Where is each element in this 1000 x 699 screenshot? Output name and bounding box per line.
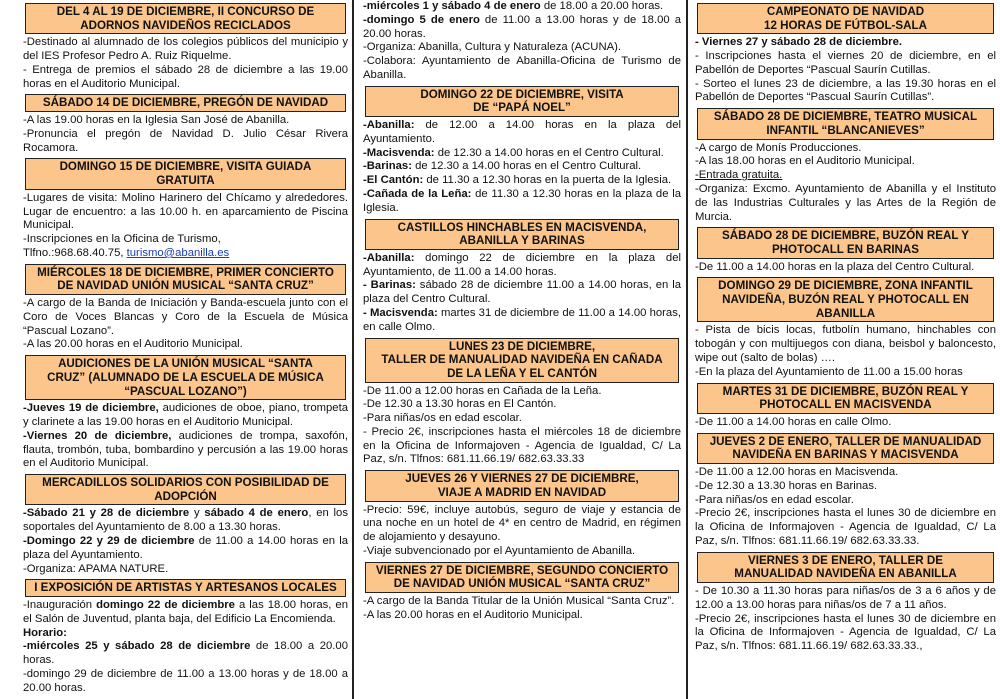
paragraph xyxy=(23,640,348,668)
heading-line: PHOTOCALL EN MACISVENDA xyxy=(759,398,932,412)
place-label: -Macisvenda: xyxy=(363,146,435,159)
section-heading xyxy=(25,158,346,189)
paragraph: - Pista de bicis locas, futbolín humano, hinchables con tobogán y con multijuegos con diana, beisbol y baloncesto, wipe out (salto de bolas) …. xyxy=(695,324,996,364)
paragraph: -Destinado al alumnado de los colegios públicos del municipio y del IES Profesor Pedro A. Ruiz Riquelme. xyxy=(23,36,348,63)
paragraph: -De 11.00 a 12.00 horas en Macisvenda. xyxy=(695,466,899,479)
heading-line: VIERNES 27 DE DICIEMBRE, SEGUNDO CONCIERTO xyxy=(375,563,669,577)
text: de 18.00 a 20.00 horas. xyxy=(23,640,348,667)
heading-line: ABANILLA Y BARINAS xyxy=(459,234,585,248)
paragraph xyxy=(23,247,348,261)
paragraph: -Precio: 59€, incluye autobús, seguro de viaje y estancia de una noche en un hotel de 4* en centro de Madrid, en régimen de alojamiento y desayuno. xyxy=(363,503,681,544)
paragraph: -A las 20.00 horas en el Auditorio Municipal. xyxy=(363,608,583,621)
text: de 12.00 a 14.00 horas en la plaza del Ayuntamiento. xyxy=(363,119,681,145)
text: de 12.30 a 14.00 horas en el Centro Cultural. xyxy=(411,160,642,173)
email-link[interactable]: turismo@abanilla.es xyxy=(126,246,230,259)
paragraph: -domingo 29 de diciembre de 11.00 a 13.00 horas y de 18.00 a 20.00 horas. xyxy=(23,667,348,694)
text: a las 18.00 horas, en el Salón de Juventud, planta baja, del Edificio La Encomienda. xyxy=(23,599,348,625)
heading-line: ABANILLA xyxy=(815,306,876,320)
paragraph xyxy=(363,119,681,147)
heading-line: PHOTOCALL EN BARINAS xyxy=(771,242,920,256)
column-2 xyxy=(363,0,681,699)
section-heading xyxy=(365,338,679,383)
paragraph: - Sorteo el lunes 23 de diciembre, a las 19.30 horas en el Pabellón de Deportes “Pascual Saurín Cutillas”. xyxy=(695,77,996,104)
paragraph: -Para niñas/os en edad escolar. xyxy=(695,493,854,506)
heading-line: DOMINGO 15 DE DICIEMBRE, VISITA GUIADA xyxy=(59,160,312,174)
section-heading xyxy=(25,3,346,34)
column-1 xyxy=(23,0,348,699)
column-divider-2 xyxy=(686,0,688,699)
heading-line: SÁBADO 14 DE DICIEMBRE, PREGÓN DE NAVIDAD xyxy=(42,96,329,110)
paragraph: -A cargo de la Banda Titular de la Unión Musical “Santa Cruz”. xyxy=(363,595,675,608)
paragraph: -Precio 2€, inscripciones hasta el lunes 30 de diciembre en la Oficina de Informajoven - Agencia de Igualdad, C/ La Paz, s/n. Tlfnos: 681.11.66.19/ 682.63.33.33. xyxy=(695,507,996,547)
section-heading xyxy=(365,562,679,593)
paragraph: -A las 19.00 horas en la Iglesia San José de Abanilla. xyxy=(23,114,290,127)
paragraph xyxy=(363,147,681,161)
paragraph: - De 10.30 a 11.30 horas para niñas/os de 3 a 6 años y de 12.00 a 13.00 horas para niñas/os de 7 a 11 años. xyxy=(695,585,996,611)
section-heading xyxy=(365,86,679,117)
paragraph: -Pronuncia el pregón de Navidad D. Julio César Rivera Rocamora. xyxy=(23,127,348,154)
paragraph xyxy=(363,174,681,188)
text: martes 31 de diciembre de 11.00 a 14.00 horas, en calle Olmo. xyxy=(363,306,681,333)
heading-line: I EXPOSICIÓN DE ARTISTAS Y ARTESANOS LOCALES xyxy=(34,581,337,595)
heading-line: ADOPCIÓN xyxy=(154,489,217,503)
section-heading xyxy=(25,355,346,400)
section-heading xyxy=(697,383,994,414)
text: , en los soportales del Ayuntamiento de 8.00 a 13.30 horas. xyxy=(23,507,348,534)
bold-date: - Viernes 27 y sábado 28 de diciembre. xyxy=(695,36,903,49)
heading-line: CAMPEONATO DE NAVIDAD xyxy=(766,5,925,18)
place-label: - Macisvenda: xyxy=(363,306,438,319)
paragraph xyxy=(23,507,348,535)
heading-line: GRATUITA xyxy=(156,174,215,188)
paragraph: -De 11.00 a 12.00 horas en Cañada de la Leña. xyxy=(363,384,602,397)
text: de 11.30 a 12.30 horas en la plaza de la Iglesia. xyxy=(363,187,681,214)
paragraph xyxy=(23,430,348,471)
paragraph xyxy=(363,252,681,280)
paragraph xyxy=(23,402,348,430)
paragraph xyxy=(695,36,996,50)
column-3 xyxy=(695,0,996,699)
heading-line: CASTILLOS HINCHABLES EN MACISVENDA, xyxy=(397,220,647,234)
place-label: -El Cantón: xyxy=(363,174,424,187)
heading-line: JUEVES 26 Y VIERNES 27 DE DICIEMBRE, xyxy=(405,472,639,486)
heading-line: 12 HORAS DE FÚTBOL-SALA xyxy=(764,18,927,32)
bold-date: -domingo 5 de enero xyxy=(363,13,480,26)
paragraph: -Organiza: Excmo. Ayuntamiento de Abanilla y el Instituto de las Industrias Culturales y las Artes de la Región de Murcia. xyxy=(695,182,996,223)
heading-line: CRUZ” (ALUMNADO DE LA ESCUELA DE MÚSICA xyxy=(47,370,324,384)
paragraph: -Organiza: Abanilla, Cultura y Naturaleza (ACUNA). xyxy=(363,41,622,54)
heading-line: LUNES 23 DE DICIEMBRE, xyxy=(448,339,596,353)
paragraph: -De 11.00 a 14.00 horas en la plaza del Centro Cultural. xyxy=(695,260,975,273)
paragraph: -De 11.00 a 14.00 horas en calle Olmo. xyxy=(695,415,892,428)
heading-line: MANUALIDAD NAVIDEÑA EN ABANILLA xyxy=(734,567,957,581)
section-heading xyxy=(365,470,679,501)
bold-date: -Domingo 22 y 29 de diciembre xyxy=(23,535,195,548)
heading-line: NAVIDEÑA, BUZÓN REAL Y PHOTOCALL EN xyxy=(722,293,969,307)
paragraph: -Colabora: Ayuntamiento de Abanilla-Oficina de Turismo de Abanilla. xyxy=(363,55,681,81)
paragraph xyxy=(23,627,348,641)
bold-date: domingo 22 de diciembre xyxy=(96,599,235,612)
paragraph: -A las 18.00 horas en el Auditorio Municipal. xyxy=(695,155,915,168)
section-heading xyxy=(365,219,679,250)
paragraph: -Viaje subvencionado por el Ayuntamiento de Abanilla. xyxy=(363,544,636,557)
paragraph: -Precio 2€, inscripciones hasta el lunes 30 de diciembre en la Oficina de Informajoven - Agencia de Igualdad, C/ La Paz, s/n. Tlfnos: 681.11.66.19/ 682.63.33.33., xyxy=(695,612,996,653)
heading-line: DE NAVIDAD UNIÓN MUSICAL “SANTA CRUZ” xyxy=(57,279,314,293)
text: de 11.00 a 14.00 horas en la plaza del Ayuntamiento. xyxy=(23,535,348,561)
paragraph: -A las 20.00 horas en el Auditorio Municipal. xyxy=(23,338,243,351)
section-heading xyxy=(697,277,994,322)
section-heading xyxy=(697,3,994,34)
paragraph: - Entrega de premios el sábado 28 de diciembre a las 19.00 horas en el Auditorio Municipal. xyxy=(23,63,348,90)
paragraph xyxy=(363,160,681,174)
paragraph xyxy=(23,535,348,563)
text: -Inauguración xyxy=(23,599,97,612)
heading-line: MERCADILLOS SOLIDARIOS CON POSIBILIDAD DE xyxy=(42,476,329,490)
paragraph: -De 12.30 a 13.30 horas en Barinas. xyxy=(695,479,878,492)
text: de 18.00 a 20.00 horas. xyxy=(540,0,664,12)
section-heading xyxy=(25,474,346,505)
paragraph xyxy=(363,0,681,14)
phone-text: Tlfno.:968.68.40.75, xyxy=(23,246,127,259)
heading-line: DE LA LEÑA Y EL CANTÓN xyxy=(447,366,597,380)
place-label: -Abanilla: xyxy=(363,119,415,132)
heading-line: MARTES 31 DE DICIEMBRE, BUZÓN REAL Y xyxy=(722,384,969,398)
paragraph: - Inscripciones hasta el viernes 20 de diciembre, en el Pabellón de Deportes “Pascual Saurín Cutillas. xyxy=(695,50,996,76)
bold-date: -Jueves 19 de diciembre, xyxy=(23,402,159,415)
heading-line: INFANTIL “BLANCANIEVES” xyxy=(766,123,925,137)
section-heading xyxy=(697,227,994,258)
bold-date: -miércoles 25 y sábado 28 de diciembre xyxy=(23,640,251,653)
column-divider-1 xyxy=(352,0,354,699)
section-heading xyxy=(25,94,346,112)
place-label: -Barinas: xyxy=(363,160,412,173)
paragraph: -Entrada gratuita. xyxy=(695,169,783,182)
bold-date: -miércoles 1 y sábado 4 de enero xyxy=(363,0,541,12)
text: domingo 22 de diciembre en la plaza del Ayuntamiento, de 11.00 a 14.00 horas. xyxy=(363,251,681,278)
heading-line: MIÉRCOLES 18 DE DICIEMBRE, PRIMER CONCIERTO xyxy=(37,265,334,279)
text: y xyxy=(189,507,205,520)
heading-line: NAVIDEÑA EN BARINAS Y MACISVENDA xyxy=(732,448,959,462)
heading-line: JUEVES 2 DE ENERO, TALLER DE MANUALIDAD xyxy=(709,434,982,448)
paragraph xyxy=(363,14,681,42)
text: audiciones de trompa, saxofón, flauta, trombón, tuba, bombardino y percusión a las 19.00 horas en el Auditorio Municipal. xyxy=(23,429,348,470)
heading-line: SÁBADO 28 DE DICIEMBRE, TEATRO MUSICAL xyxy=(713,110,978,124)
paragraph: -A cargo de Monís Producciones. xyxy=(695,141,862,154)
section-heading xyxy=(697,108,994,139)
section-heading xyxy=(25,579,346,597)
text: sábado 28 de diciembre 11.00 a 14.00 horas, en la plaza del Centro Cultural. xyxy=(363,279,681,306)
text: de 11.30 a 12.30 horas en la puerta de la Iglesia. xyxy=(423,174,672,187)
heading-line: VIAJE A MADRID EN NAVIDAD xyxy=(437,485,607,499)
heading-line: DOMINGO 22 DE DICIEMBRE, VISITA xyxy=(420,87,624,101)
paragraph xyxy=(363,188,681,216)
heading-line: SÁBADO 28 DE DICIEMBRE, BUZÓN REAL Y xyxy=(722,229,969,243)
place-label: -Abanilla: xyxy=(363,251,415,264)
paragraph: -Lugares de visita: Molino Harinero del Chícamo y alrededores. Lugar de encuentro: a las 10.00 h. en aparcamiento de Piscina Municipal. xyxy=(23,191,348,232)
text: audiciones de oboe, piano, trompeta y clarinete a las 19.00 horas en el Auditorio Municipal. xyxy=(23,402,348,428)
heading-line: DEL 4 AL 19 DE DICIEMBRE, II CONCURSO DE xyxy=(56,5,315,18)
horario-label: Horario: xyxy=(23,626,67,639)
place-label: - Barinas: xyxy=(363,279,416,292)
place-label: -Cañada de la Leña: xyxy=(363,187,472,200)
section-heading xyxy=(697,552,994,583)
paragraph: - Precio 2€, inscripciones hasta el miércoles 18 de diciembre en la Oficina de Informajoven - Agencia de Igualdad, C/ La Paz, s/n. Tlfnos: 681.11.66.19/ 682.63.33.33 xyxy=(363,425,681,466)
heading-line: DOMINGO 29 DE DICIEMBRE, ZONA INFANTIL xyxy=(718,279,973,293)
paragraph: -Organiza: APAMA NATURE. xyxy=(23,562,169,575)
heading-line: AUDICIONES DE LA UNIÓN MUSICAL “SANTA xyxy=(58,357,313,371)
section-heading xyxy=(25,264,346,295)
paragraph: -Para niñas/os en edad escolar. xyxy=(363,412,522,425)
paragraph xyxy=(363,307,681,335)
heading-line: TALLER DE MANUALIDAD NAVIDEÑA EN CAÑADA xyxy=(381,353,663,367)
heading-line: VIERNES 3 DE ENERO, TALLER DE xyxy=(748,553,943,567)
paragraph xyxy=(23,599,348,627)
heading-line: DE “PAPÁ NOEL” xyxy=(473,101,571,115)
bold-date: -Sábado 21 y 28 de diciembre xyxy=(23,507,190,520)
paragraph: -De 12.30 a 13.30 horas en El Cantón. xyxy=(363,398,557,411)
heading-line: DE NAVIDAD UNIÓN MUSICAL “SANTA CRUZ” xyxy=(393,577,651,591)
heading-line: ADORNOS NAVIDEÑOS RECICLADOS xyxy=(80,18,291,32)
section-heading xyxy=(697,433,994,464)
text: de 11.00 a 13.00 horas y de 18.00 a 20.00 horas. xyxy=(363,13,681,40)
paragraph: -A cargo de la Banda de Iniciación y Banda-escuela junto con el Coro de Voces Blancas y Coro de la Escuela de Música “Pascual Lozano”. xyxy=(23,297,348,337)
paragraph: -En la plaza del Ayuntamiento de 11.00 a 15.00 horas xyxy=(695,365,963,378)
paragraph: -Inscripciones en la Oficina de Turismo, xyxy=(23,233,221,246)
text: de 12.30 a 14.00 horas en el Centro Cultural. xyxy=(434,146,664,159)
heading-line: “PASCUAL LOZANO”) xyxy=(124,384,247,398)
bold-date: -Viernes 20 de diciembre, xyxy=(23,429,172,442)
paragraph xyxy=(363,279,681,307)
bold-date: sábado 4 de enero xyxy=(204,507,309,520)
